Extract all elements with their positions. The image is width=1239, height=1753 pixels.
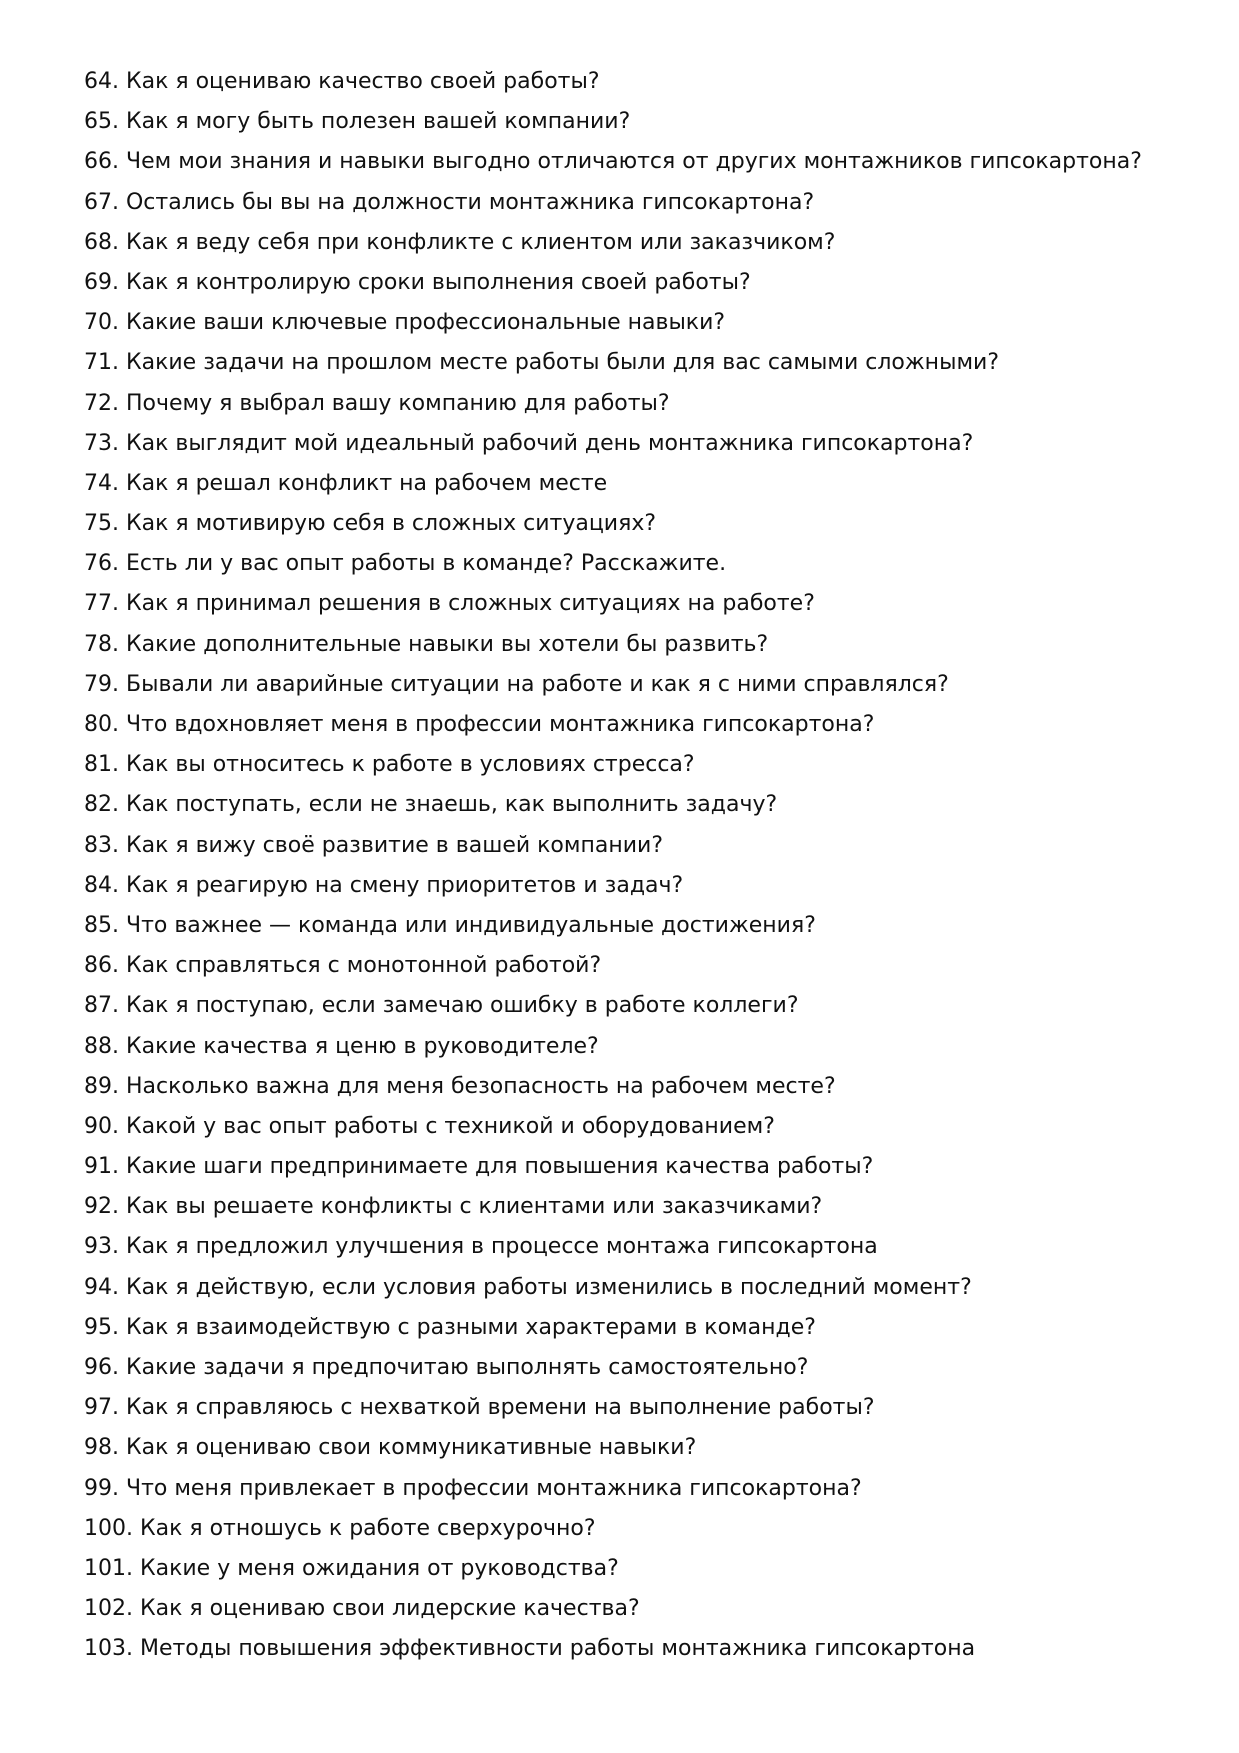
question-item: 78. Какие дополнительные навыки вы хотели бы развить? <box>84 631 769 657</box>
question-item: 79. Бывали ли аварийные ситуации на работе и как я с ними справлялся? <box>84 671 949 697</box>
question-list <box>84 62 1204 1670</box>
question-item: 68. Как я веду себя при конфликте с клиентом или заказчиком? <box>84 229 836 255</box>
question-item: 83. Как я вижу своё развитие в вашей компании? <box>84 832 664 858</box>
question-item: 98. Как я оцениваю свои коммуникативные навыки? <box>84 1435 697 1461</box>
question-item: 85. Что важнее — команда или индивидуальные достижения? <box>84 912 816 938</box>
question-item: 87. Как я поступаю, если замечаю ошибку в работе коллеги? <box>84 993 799 1019</box>
question-item: 73. Как выглядит мой идеальный рабочий день монтажника гипсокартона? <box>84 430 974 456</box>
question-item: 71. Какие задачи на прошлом месте работы были для вас самыми сложными? <box>84 350 1000 376</box>
question-item: 81. Как вы относитесь к работе в условиях стресса? <box>84 752 695 778</box>
question-item: 89. Насколько важна для меня безопасность на рабочем месте? <box>84 1073 836 1099</box>
question-item: 82. Как поступать, если не знаешь, как выполнить задачу? <box>84 792 778 818</box>
question-item: 101. Какие у меня ожидания от руководства? <box>84 1555 619 1581</box>
question-item: 90. Какой у вас опыт работы с техникой и оборудованием? <box>84 1113 775 1139</box>
question-item: 65. Как я могу быть полезен вашей компании? <box>84 109 631 135</box>
question-item: 100. Как я отношусь к работе сверхурочно? <box>84 1515 596 1541</box>
question-item: 102. Как я оцениваю свои лидерские качества? <box>84 1596 640 1622</box>
question-item: 93. Как я предложил улучшения в процессе монтажа гипсокартона <box>84 1234 878 1260</box>
question-item: 80. Что вдохновляет меня в профессии монтажника гипсокартона? <box>84 712 875 737</box>
question-item: 97. Как я справляюсь с нехваткой времени на выполнение работы? <box>84 1395 875 1421</box>
question-item: 76. Есть ли у вас опыт работы в команде? Расскажите. <box>84 551 727 577</box>
question-item: 64. Как я оцениваю качество своей работы? <box>84 69 600 94</box>
question-item: 84. Как я реагирую на смену приоритетов и задач? <box>84 872 684 898</box>
question-item: 103. Методы повышения эффективности работы монтажника гипсокартона <box>84 1636 976 1662</box>
question-item: 95. Как я взаимодействую с разными характерами в команде? <box>84 1314 816 1340</box>
question-item: 88. Какие качества я ценю в руководителе? <box>84 1033 599 1059</box>
question-item: 99. Что меня привлекает в профессии монтажника гипсокартона? <box>84 1475 862 1501</box>
question-item: 91. Какие шаги предпринимаете для повышения качества работы? <box>84 1154 874 1180</box>
question-item: 69. Как я контролирую сроки выполнения своей работы? <box>84 269 751 295</box>
question-item: 74. Как я решал конфликт на рабочем месте <box>84 470 608 496</box>
question-item: 94. Как я действую, если условия работы изменились в последний момент? <box>84 1274 972 1300</box>
question-item: 70. Какие ваши ключевые профессиональные навыки? <box>84 310 726 336</box>
question-item: 92. Как вы решаете конфликты с клиентами или заказчиками? <box>84 1194 823 1220</box>
document-page <box>84 62 1204 1670</box>
question-item: 72. Почему я выбрал вашу компанию для работы? <box>84 390 670 416</box>
question-item: 75. Как я мотивирую себя в сложных ситуациях? <box>84 511 657 537</box>
question-item: 96. Какие задачи я предпочитаю выполнять самостоятельно? <box>84 1355 809 1380</box>
question-item: 86. Как справляться с монотонной работой? <box>84 953 602 979</box>
question-item: 77. Как я принимал решения в сложных ситуациях на работе? <box>84 591 815 617</box>
question-item: 67. Остались бы вы на должности монтажника гипсокартона? <box>84 189 815 215</box>
question-item: 66. Чем мои знания и навыки выгодно отличаются от других монтажников гипсокартона? <box>84 149 1142 175</box>
